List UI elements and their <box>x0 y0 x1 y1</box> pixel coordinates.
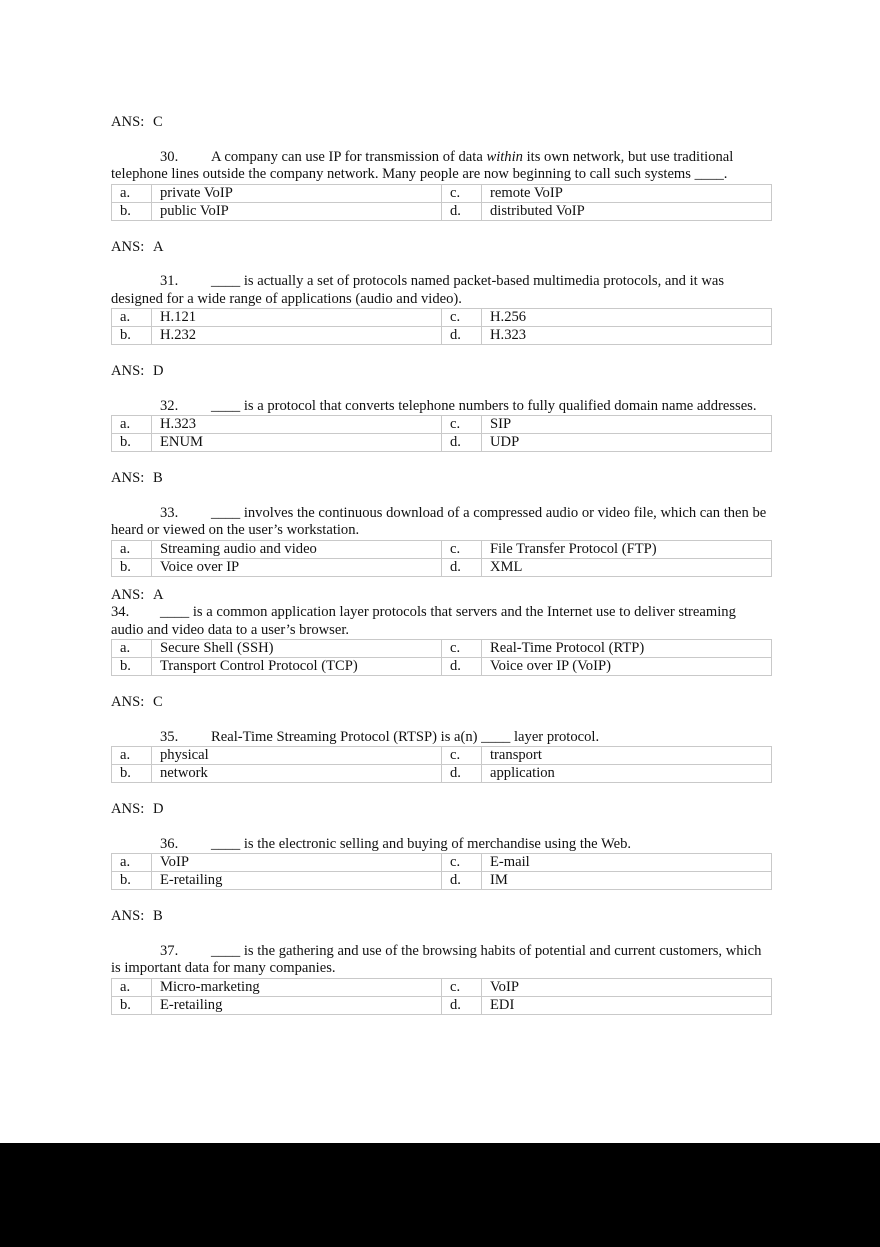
question-31: 31. ____ is actually a set of protocols named packet-based multimedia protocols, and it was designed for a wide range of applications (audio and video). <box>111 273 725 307</box>
option-b: network <box>152 765 442 783</box>
options-table-30 <box>111 184 772 221</box>
option-c: transport <box>482 747 772 765</box>
table-row: b. E-retailing d. IM <box>112 872 772 890</box>
table-row: b. Transport Control Protocol (TCP) d. Voice over IP (VoIP) <box>112 658 772 676</box>
option-b: Transport Control Protocol (TCP) <box>152 658 442 676</box>
option-d: IM <box>482 872 772 890</box>
question-36: 36. ____ is the electronic selling and buying of merchandise using the Web. <box>160 835 632 852</box>
answer-line: ANS: C <box>111 694 163 710</box>
options-table-32 <box>111 415 772 452</box>
option-c: VoIP <box>482 978 772 996</box>
table-row: b. network d. application <box>112 765 772 783</box>
option-d: XML <box>482 558 772 576</box>
option-b: E-retailing <box>152 996 442 1014</box>
option-a: physical <box>152 747 442 765</box>
option-a: Streaming audio and video <box>152 540 442 558</box>
answer-line: ANS: D <box>111 363 164 379</box>
options-table-34 <box>111 639 772 676</box>
option-b: ENUM <box>152 434 442 452</box>
options-table-31 <box>111 308 772 345</box>
table-row: b. H.232 d. H.323 <box>112 327 772 345</box>
option-b: Voice over IP <box>152 558 442 576</box>
option-a: VoIP <box>152 854 442 872</box>
option-d: Voice over IP (VoIP) <box>482 658 772 676</box>
table-row: a. H.121 c. H.256 <box>112 309 772 327</box>
question-34: 34. ____ is a common application layer protocols that servers and the Internet use to deliver streaming audio and video data to a user’s browser. <box>111 604 736 638</box>
option-a: Secure Shell (SSH) <box>152 640 442 658</box>
answer-line: ANS: B <box>111 470 163 486</box>
answer-line: ANS: B <box>111 908 163 924</box>
option-c: File Transfer Protocol (FTP) <box>482 540 772 558</box>
option-b: E-retailing <box>152 872 442 890</box>
options-table-35 <box>111 746 772 783</box>
option-d: distributed VoIP <box>482 202 772 220</box>
option-d: H.323 <box>482 327 772 345</box>
answer-line: ANS: A <box>111 238 164 255</box>
table-row: a. physical c. transport <box>112 747 772 765</box>
option-d: EDI <box>482 996 772 1014</box>
table-row: b. E-retailing d. EDI <box>112 996 772 1014</box>
option-c: Real-Time Protocol (RTP) <box>482 640 772 658</box>
option-d: application <box>482 765 772 783</box>
table-row: b. Voice over IP d. XML <box>112 558 772 576</box>
option-c: H.256 <box>482 309 772 327</box>
option-b: H.232 <box>152 327 442 345</box>
answer-line: ANS: C <box>111 114 163 130</box>
table-row: b. ENUM d. UDP <box>112 434 772 452</box>
options-table-37 <box>111 978 772 1015</box>
option-a: Micro-marketing <box>152 978 442 996</box>
option-c: SIP <box>482 416 772 434</box>
option-c: remote VoIP <box>482 184 772 202</box>
option-d: UDP <box>482 434 772 452</box>
option-a: H.323 <box>152 416 442 434</box>
options-table-36 <box>111 853 772 890</box>
answer-line: ANS: D <box>111 801 164 817</box>
table-row: a. private VoIP c. remote VoIP <box>112 184 772 202</box>
question-32: 32. ____ is a protocol that converts telephone numbers to fully qualified domain name addresses. <box>160 397 757 414</box>
answer-line: ANS: A <box>111 586 164 603</box>
options-table-33 <box>111 540 772 577</box>
question-37: 37. ____ is the gathering and use of the browsing habits of potential and current customers, which is important data for many companies. <box>111 942 762 976</box>
quiz-content <box>111 114 771 1015</box>
question-35: 35. Real-Time Streaming Protocol (RTSP) is a(n) ____ layer protocol. <box>160 728 600 745</box>
option-a: private VoIP <box>152 184 442 202</box>
question-30: 30. A company can use IP for transmission of data within its own network, but use traditional telephone lines outside the company network. Many people are now beginning to call such systems ____. <box>111 148 734 182</box>
option-a: H.121 <box>152 309 442 327</box>
table-row: a. Streaming audio and video c. File Transfer Protocol (FTP) <box>112 540 772 558</box>
table-row: a. VoIP c. E-mail <box>112 854 772 872</box>
table-row: b. public VoIP d. distributed VoIP <box>112 202 772 220</box>
option-c: E-mail <box>482 854 772 872</box>
table-row: a. Secure Shell (SSH) c. Real-Time Protocol (RTP) <box>112 640 772 658</box>
question-33: 33. ____ involves the continuous download of a compressed audio or video file, which can then be heard or viewed on the user’s workstation. <box>111 504 767 538</box>
table-row: a. Micro-marketing c. VoIP <box>112 978 772 996</box>
table-row: a. H.323 c. SIP <box>112 416 772 434</box>
option-b: public VoIP <box>152 202 442 220</box>
